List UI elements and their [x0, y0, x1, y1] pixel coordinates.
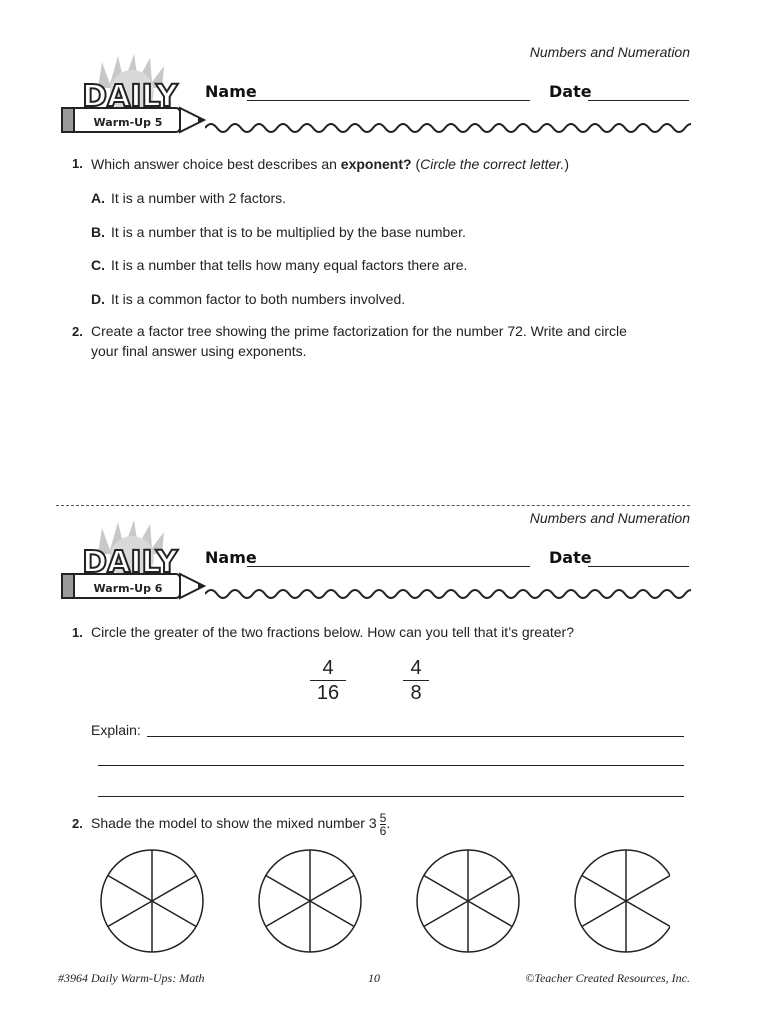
- fraction-denominator: 8: [410, 682, 422, 704]
- q2-text: Shade the model to show the mixed number 3 $\frac{5}{6}$ .: [91, 811, 391, 838]
- explain-line-3[interactable]: [98, 795, 684, 797]
- wavy-rule-6: [205, 584, 691, 604]
- name-field[interactable]: [247, 99, 530, 101]
- name-label: Name: [205, 548, 257, 567]
- fraction-numerator: 4: [410, 657, 422, 679]
- fraction-4-16[interactable]: [310, 657, 346, 704]
- date-field[interactable]: [588, 565, 689, 567]
- footer-copyright: ©Teacher Created Resources, Inc.: [525, 971, 690, 985]
- factor-tree-work-area[interactable]: [91, 368, 689, 493]
- section-label-6: Numbers and Numeration: [529, 510, 690, 526]
- fraction-denominator: 16: [316, 682, 340, 704]
- date-label: Date: [549, 548, 592, 567]
- explain-line-1[interactable]: [147, 735, 684, 737]
- mixed-number-fraction: $\frac{5}{6}$: [379, 811, 387, 838]
- q2-line1: Create a factor tree showing the prime factorization for the number 72. Write and circle: [91, 323, 627, 339]
- fraction-circle[interactable]: [417, 850, 519, 952]
- choice-a[interactable]: A. It is a number with 2 factors.: [91, 190, 287, 206]
- q1-text: Which answer choice best describes an exponent? (Circle the correct letter.): [91, 156, 570, 172]
- cut-line: [56, 505, 690, 506]
- explain-line-2[interactable]: [98, 764, 684, 766]
- daily-warmup-logo-5: [58, 48, 208, 138]
- q2-number: 2.: [72, 816, 83, 831]
- fraction-circle-models: [90, 846, 670, 956]
- logo-sub: Warm-Up 6: [93, 582, 163, 595]
- footer-page-number: 10: [368, 971, 380, 985]
- q2-line2: your final answer using exponents.: [91, 343, 307, 359]
- choice-c[interactable]: C. It is a number that tells how many equal factors there are.: [91, 257, 468, 273]
- fraction-numerator: 4: [322, 657, 334, 679]
- daily-warmup-logo-6: [58, 514, 208, 604]
- wavy-rule-5: [205, 118, 691, 138]
- fraction-circle[interactable]: [259, 850, 361, 952]
- footer-title: #3964 Daily Warm-Ups: Math: [58, 971, 205, 985]
- fraction-circle[interactable]: [575, 850, 670, 952]
- fraction-circle[interactable]: [101, 850, 203, 952]
- logo-word: DAILY: [82, 545, 178, 580]
- q1-number: 1.: [72, 625, 83, 640]
- q1-number: 1.: [72, 156, 83, 171]
- date-label: Date: [549, 82, 592, 101]
- logo-word: DAILY: [82, 79, 178, 114]
- logo-sub: Warm-Up 5: [93, 116, 163, 129]
- q1-text: Circle the greater of the two fractions below. How can you tell that it’s greater?: [91, 624, 574, 640]
- choice-d[interactable]: D. It is a common factor to both numbers involved.: [91, 291, 406, 307]
- date-field[interactable]: [588, 99, 689, 101]
- fraction-4-8[interactable]: [403, 657, 429, 704]
- name-field[interactable]: [247, 565, 530, 567]
- choice-b[interactable]: B. It is a number that is to be multiplied by the base number.: [91, 224, 466, 240]
- name-label: Name: [205, 82, 257, 101]
- q2-number: 2.: [72, 324, 83, 339]
- section-label-5: Numbers and Numeration: [529, 44, 690, 60]
- explain-label: Explain:: [91, 722, 141, 738]
